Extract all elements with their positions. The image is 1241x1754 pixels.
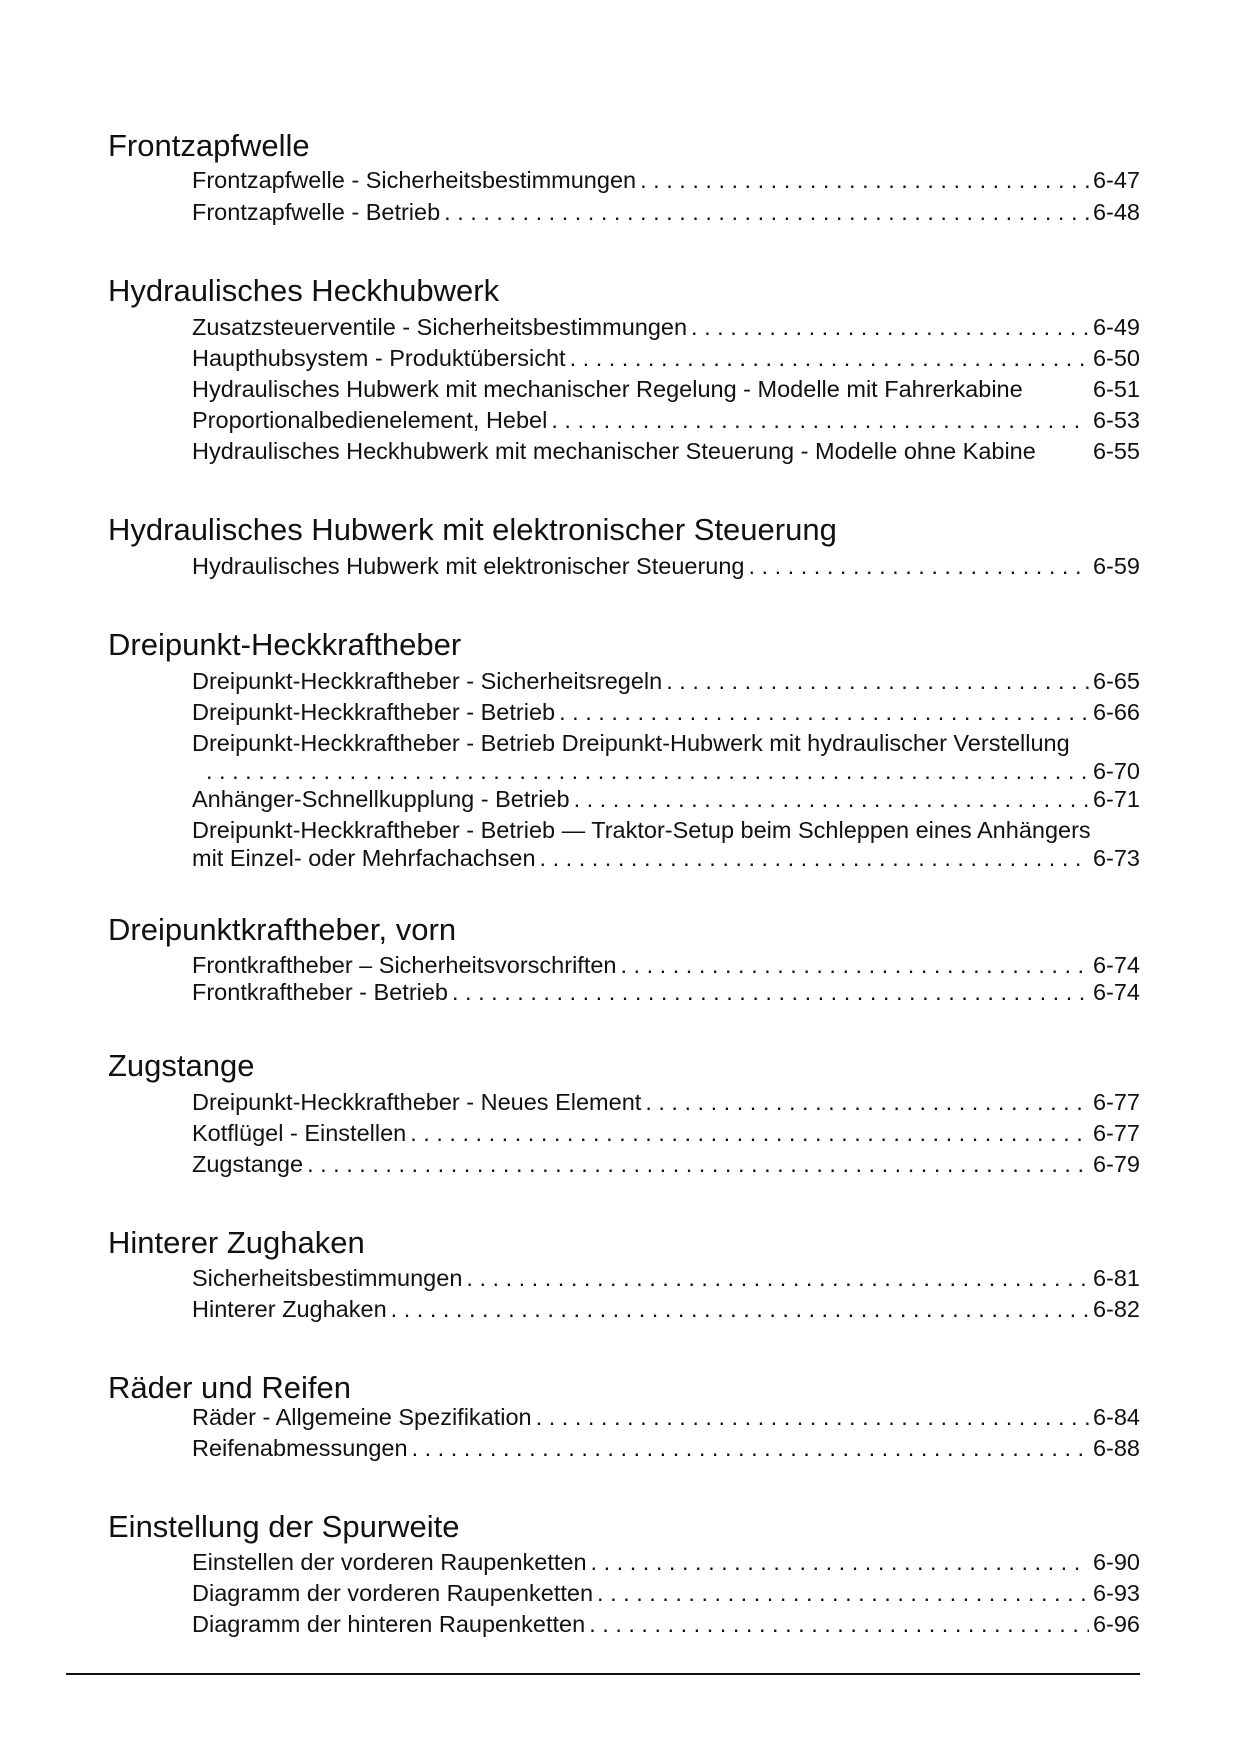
entry-page: 6-53 <box>1092 407 1140 433</box>
toc-entry[interactable] <box>192 1579 1140 1607</box>
entry-page: 6-48 <box>1092 199 1140 225</box>
entry-title: Einstellen der vorderen Raupenketten <box>192 1549 587 1575</box>
toc-entry[interactable] <box>192 1088 1140 1116</box>
entry-title: Hydraulisches Hubwerk mit elektronischer Steuerung <box>192 553 745 579</box>
entry-title: Hinterer Zughaken <box>192 1296 387 1322</box>
dot-leader <box>570 344 1089 372</box>
section-heading: Einstellung der Spurweite <box>108 1509 460 1544</box>
toc-entry[interactable] <box>192 816 1140 872</box>
entry-page: 6-93 <box>1092 1580 1140 1606</box>
toc-entry[interactable] <box>192 1119 1140 1147</box>
entry-title: Räder - Allgemeine Spezifikation <box>192 1404 532 1430</box>
toc-entry[interactable] <box>192 1610 1140 1638</box>
entry-page: 6-66 <box>1092 699 1140 725</box>
dot-leader <box>412 1434 1089 1462</box>
toc-entry[interactable] <box>192 1295 1140 1323</box>
entry-page: 6-50 <box>1092 345 1140 371</box>
entry-page: 6-77 <box>1092 1089 1140 1115</box>
entry-page: 6-79 <box>1092 1151 1140 1177</box>
toc-entry[interactable] <box>192 313 1140 341</box>
dot-leader <box>206 757 1089 785</box>
entry-title: Kotflügel - Einstellen <box>192 1120 407 1146</box>
dot-leader <box>551 406 1089 434</box>
entry-title: Haupthubsystem - Produktübersicht <box>192 345 566 371</box>
entry-title: Dreipunkt-Heckkraftheber - Betrieb <box>192 699 556 725</box>
entry-page: 6-88 <box>1092 1435 1140 1461</box>
section-heading: Hydraulisches Hubwerk mit elektronischer Steuerung <box>108 512 837 547</box>
entry-page: 6-47 <box>1092 167 1140 193</box>
toc-entry[interactable] <box>192 978 1140 1006</box>
toc-entry[interactable] <box>192 406 1140 434</box>
entry-page: 6-74 <box>1092 952 1140 978</box>
section-heading: Hinterer Zughaken <box>108 1225 365 1260</box>
dot-leader <box>645 1088 1089 1116</box>
entry-title: Zusatzsteuerventile - Sicherheitsbestimmungen <box>192 314 688 340</box>
toc-entry[interactable] <box>192 166 1140 194</box>
dot-leader <box>640 166 1089 194</box>
entry-title: Diagramm der vorderen Raupenketten <box>192 1580 594 1606</box>
toc-entry[interactable] <box>192 951 1140 979</box>
section-heading: Räder und Reifen <box>108 1370 351 1405</box>
entry-page: 6-74 <box>1092 979 1140 1005</box>
section-heading: Zugstange <box>108 1048 255 1083</box>
dot-leader <box>536 1403 1089 1431</box>
toc-entry[interactable] <box>192 198 1140 226</box>
dot-leader <box>466 1264 1089 1292</box>
entry-page: 6-55 <box>1092 438 1140 464</box>
toc-entry[interactable] <box>192 1548 1140 1576</box>
dot-leader <box>691 313 1089 341</box>
entry-title: Frontzapfwelle - Sicherheitsbestimmungen <box>192 167 637 193</box>
dot-leader <box>540 844 1089 872</box>
toc-entry[interactable] <box>192 698 1140 726</box>
entry-page: 6-51 <box>1092 376 1140 402</box>
section-heading: Dreipunkt-Heckkraftheber <box>108 627 462 662</box>
entry-page: 6-59 <box>1092 553 1140 579</box>
dot-leader <box>749 552 1089 580</box>
entry-title: Dreipunkt-Heckkraftheber - Neues Element <box>192 1089 642 1115</box>
entry-page: 6-81 <box>1092 1265 1140 1291</box>
dot-leader <box>591 1548 1089 1576</box>
entry-page: 6-65 <box>1092 668 1140 694</box>
toc-entry[interactable] <box>192 552 1140 580</box>
dot-leader <box>589 1610 1089 1638</box>
dot-leader <box>621 951 1089 979</box>
entry-page: 6-70 <box>1092 758 1140 784</box>
entry-title-continued: mit Einzel- oder Mehrfachachsen <box>192 845 536 871</box>
dot-leader <box>444 198 1089 226</box>
entry-title: Dreipunkt-Heckkraftheber - Betrieb Dreipunkt-Hubwerk mit hydraulischer Verstellung <box>192 730 1070 756</box>
entry-page: 6-90 <box>1092 1549 1140 1575</box>
dot-leader <box>559 698 1089 726</box>
section-heading: Dreipunktkraftheber, vorn <box>108 912 457 947</box>
bottom-rule <box>66 1673 1140 1675</box>
entry-page: 6-96 <box>1092 1611 1140 1637</box>
entry-page: 6-77 <box>1092 1120 1140 1146</box>
entry-page: 6-82 <box>1092 1296 1140 1322</box>
entry-title: Dreipunkt-Heckkraftheber - Betrieb — Traktor-Setup beim Schleppen eines Anhängers <box>192 817 1091 843</box>
entry-title: Hydraulisches Hubwerk mit mechanischer Regelung - Modelle mit Fahrerkabine <box>192 376 1023 402</box>
entry-title: Reifenabmessungen <box>192 1435 408 1461</box>
dot-leader <box>666 667 1089 695</box>
section-heading: Frontzapfwelle <box>108 128 310 163</box>
entry-page: 6-73 <box>1092 845 1140 871</box>
toc-entry[interactable] <box>192 375 1140 403</box>
dot-leader <box>391 1295 1089 1323</box>
section-heading: Hydraulisches Heckhubwerk <box>108 273 500 308</box>
entry-title: Frontzapfwelle - Betrieb <box>192 199 441 225</box>
dot-leader <box>574 785 1089 813</box>
toc-entry[interactable] <box>192 785 1140 813</box>
toc-entry[interactable] <box>192 667 1140 695</box>
entry-title: Anhänger-Schnellkupplung - Betrieb <box>192 786 570 812</box>
toc-entry[interactable] <box>192 1264 1140 1292</box>
toc-entry[interactable] <box>192 1434 1140 1462</box>
dot-leader <box>307 1150 1089 1178</box>
entry-page: 6-84 <box>1092 1404 1140 1430</box>
toc-entry[interactable] <box>192 437 1140 465</box>
entry-title: Diagramm der hinteren Raupenketten <box>192 1611 586 1637</box>
toc-entry[interactable] <box>192 344 1140 372</box>
entry-title: Zugstange <box>192 1151 304 1177</box>
entry-title: Dreipunkt-Heckkraftheber - Sicherheitsregeln <box>192 668 663 694</box>
toc-entry[interactable] <box>192 1403 1140 1431</box>
entry-title: Hydraulisches Heckhubwerk mit mechanischer Steuerung - Modelle ohne Kabine <box>192 438 1036 464</box>
entry-title: Frontkraftheber - Betrieb <box>192 979 448 1005</box>
entry-page: 6-49 <box>1092 314 1140 340</box>
toc-entry[interactable] <box>192 729 1140 785</box>
entry-page: 6-71 <box>1092 786 1140 812</box>
entry-title: Frontkraftheber – Sicherheitsvorschriften <box>192 952 617 978</box>
dot-leader <box>410 1119 1089 1147</box>
toc-entry[interactable] <box>192 1150 1140 1178</box>
dot-leader <box>452 978 1089 1006</box>
dot-leader <box>597 1579 1089 1607</box>
entry-title: Sicherheitsbestimmungen <box>192 1265 463 1291</box>
entry-title: Proportionalbedienelement, Hebel <box>192 407 548 433</box>
